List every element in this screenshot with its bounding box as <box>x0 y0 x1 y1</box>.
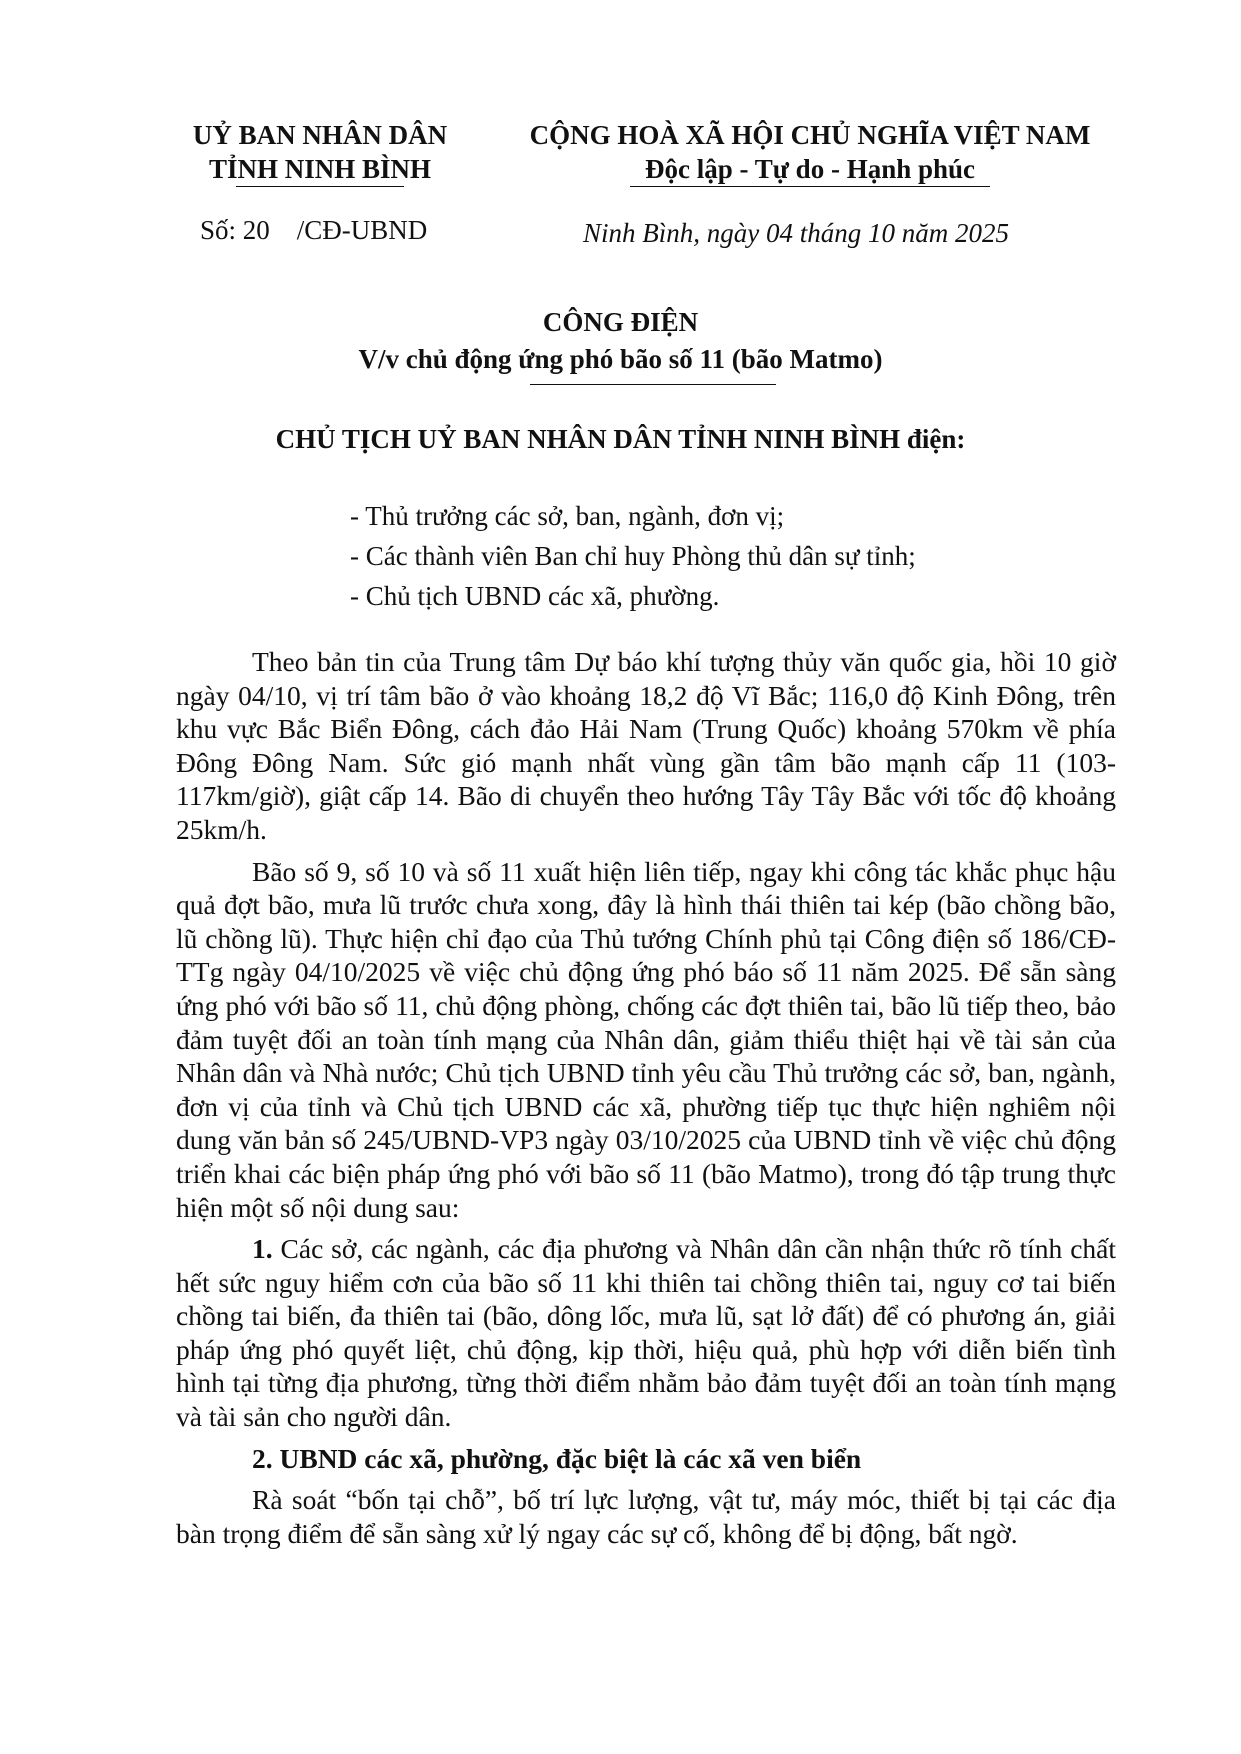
title-underline <box>530 384 776 385</box>
authority-line-1: UỶ BAN NHÂN DÂN <box>192 120 448 150</box>
recipient-item: - Thủ trưởng các sở, ban, ngành, đơn vị; <box>350 501 785 531</box>
authority-underline <box>236 186 404 187</box>
issuing-authority <box>170 118 470 186</box>
item-1-text: Các sở, các ngành, các địa phương và Nhân dân cần nhận thức rõ tính chất hết sức nguy hiểm cơn của bão số 11 khi thiên tai chồng thiên tai, nguy cơ tai biến chồng tai biến, đa thiên tai (bão, dông lốc, mưa lũ, sạt lở đất) để có phương án, giải pháp ứng phó quyết liệt, chủ động, kịp thời, hiệu quả, phù hợp với diễn biến tình hình tại từng địa phương, từng thời điểm nhằm bảo đảm tuyệt đối an toàn tính mạng và tài sản cho người dân. <box>176 1233 1116 1433</box>
paragraph-item-2: Rà soát “bốn tại chỗ”, bố trí lực lượng, vật tư, máy móc, thiết bị tại các địa bàn trọng điểm để sẵn sàng xử lý ngay các sự cố, không để bị động, bất ngờ. <box>176 1484 1116 1549</box>
item-1-number: 1. <box>252 1233 273 1265</box>
country-name: CỘNG HOÀ XÃ HỘI CHỦ NGHĨA VIỆT NAM <box>529 120 1091 150</box>
document-title: CÔNG ĐIỆN <box>542 307 699 337</box>
addressor-line: CHỦ TỊCH UỶ BAN NHÂN DÂN TỈNH NINH BÌNH điện: <box>275 424 966 454</box>
motto: Độc lập - Tự do - Hạnh phúc <box>644 154 976 184</box>
document-date: Ninh Bình, ngày 04 tháng 10 năm 2025 <box>583 218 1009 248</box>
document-body <box>176 645 1116 1558</box>
item-2-heading: 2. UBND các xã, phường, đặc biệt là các xã ven biển <box>252 1442 862 1474</box>
authority-line-2: TỈNH NINH BÌNH <box>208 154 432 184</box>
national-motto <box>510 118 1110 186</box>
paragraph-item-1 <box>176 1232 1116 1434</box>
recipient-item: - Các thành viên Ban chỉ huy Phòng thủ dân sự tỉnh; <box>350 541 916 571</box>
document-number: Số: 20 /CĐ-UBND <box>200 215 428 245</box>
paragraph-forecast: Theo bản tin của Trung tâm Dự báo khí tượng thủy văn quốc gia, hồi 10 giờ ngày 04/10, vị trí tâm bão ở vào khoảng 18,2 độ Vĩ Bắc; 116,0 độ Kinh Đông, trên khu vực Bắc Biển Đông, cách đảo Hải Nam (Trung Quốc) khoảng 570km về phía Đông Đông Nam. Sức gió mạnh nhất vùng gần tâm bão mạnh cấp 11 (103-117km/giờ), giật cấp 14. Bão di chuyển theo hướng Tây Tây Bắc với tốc độ khoảng 25km/h. <box>176 646 1116 845</box>
recipient-list <box>350 496 916 616</box>
document-subtitle: V/v chủ động ứng phó bão số 11 (bão Matmo) <box>358 344 883 374</box>
recipient-item: - Chủ tịch UBND các xã, phường. <box>350 581 720 611</box>
motto-underline <box>630 186 990 187</box>
paragraph-directive: Bão số 9, số 10 và số 11 xuất hiện liên tiếp, ngay khi công tác khắc phục hậu quả đợt bão, mưa lũ trước chưa xong, đây là hình thái thiên tai kép (bão chồng bão, lũ chồng lũ). Thực hiện chỉ đạo của Thủ tướng Chính phủ tại Công điện số 186/CĐ-TTg ngày 04/10/2025 về việc chủ động ứng phó báo số 11 năm 2025. Để sẵn sàng ứng phó với bão số 11, chủ động phòng, chống các đợt thiên tai, bão lũ tiếp theo, bảo đảm tuyệt đối an toàn tính mạng của Nhân dân, giảm thiểu thiệt hại về tài sản của Nhân dân và Nhà nước; Chủ tịch UBND tỉnh yêu cầu Thủ trưởng các sở, ban, ngành, đơn vị của tỉnh và Chủ tịch UBND các xã, phường tiếp tục thực hiện nghiêm nội dung văn bản số 245/UBND-VP3 ngày 03/10/2025 của UBND tỉnh về việc chủ động triển khai các biện pháp ứng phó với bão số 11 (bão Matmo), trong đó tập trung thực hiện một số nội dung sau: <box>176 855 1116 1223</box>
